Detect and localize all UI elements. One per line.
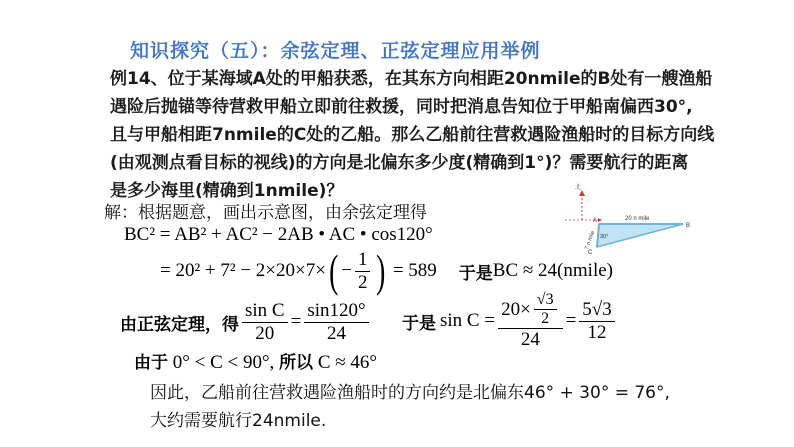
label-b: B [686,223,691,229]
sinc-label: sin C = [440,310,496,331]
ac-length-label: 7 n mile [584,230,597,251]
eq2-minus: − [341,260,352,281]
one-half-fraction [355,249,371,294]
right-paren: ) [376,245,386,296]
triangle-diagram [555,180,705,260]
solution-intro: 解：根据题意，画出示意图，由余弦定理得 [104,203,427,223]
sinc-over-20 [242,300,288,345]
label-a: A [593,218,598,224]
computation-equation [160,245,613,296]
fraction-denominator: 2 [357,271,368,293]
yushi-label: 于是 [458,263,493,284]
sinc-fraction [498,291,563,352]
conclusion-line-2: 大约需要航行24nmile. [150,411,327,431]
north-label: 北 [575,185,582,191]
eq2-result: = 589 [392,260,437,281]
frac-num [498,291,563,330]
sqrt3-over-2 [534,291,557,329]
conclusion-line-1: 因此，乙船前往营救遇险渔船时的方向约是北偏东46° + 30° = 76°, [150,383,670,403]
frac-num: sin C [242,300,288,323]
problem-line-2: 遇险后抛锚等待营救甲船立即前往救援，同时把消息告知位于甲船南偏西30°, [110,97,693,117]
frac-num: 5√3 [579,299,614,322]
problem-line-5: 是多少海里(精确到1nmile)？ [110,181,344,201]
left-paren: ( [329,245,339,296]
equals-sign: = [565,310,577,331]
sinc-computation [402,288,618,354]
law-of-sines-equation [120,300,372,344]
two: 2 [541,310,550,328]
eq2-left: = 20² + 7² − 2×20×7× [160,260,326,281]
yushi-label-2: 于是 [402,313,436,334]
fraction-numerator: 1 [355,249,371,272]
bc-result: BC ≈ 24(nmile) [492,260,613,281]
sin120-over-24 [304,300,368,345]
twenty-times: 20× [501,298,531,320]
triangle-abc [597,224,683,247]
frac-den: 12 [587,321,607,343]
result-fraction [579,299,614,344]
law-of-cosines-equation: BC² = AB² + AC² − 2AB • AC • cos120° [124,224,433,245]
ab-length-label: 20 n mile [625,216,650,222]
label-c: C [588,250,593,256]
problem-line-3: 且与甲船相距7nmile的C处的乙船。那么乙船前往营救遇险渔船时的目标方向线 [110,125,715,145]
frac-den: 24 [520,329,540,351]
since-label: 由于 [134,353,168,373]
sine-equals: = [290,311,302,332]
since-math: 0° < C < 90°, [172,352,275,373]
so-math: C ≈ 46° [317,352,378,373]
so-label: 所以 [279,353,314,373]
sine-intro: 由正弦定理，得 [120,314,239,335]
problem-line-4: (由观测点看目标的视线)的方向是北偏东多少度(精确到1°)？需要航行的距离 [110,153,689,173]
frac-num: sin120° [304,300,368,323]
problem-line-1: 例14、位于某海域A处的甲船获悉，在其东方向相距20nmile的B处有一艘渔船 [110,69,713,89]
frac-den: 20 [255,322,275,344]
frac-den: 24 [326,322,346,344]
page-title: 知识探究（五）：余弦定理、正弦定理应用举例 [130,40,541,62]
east-arrow-icon [598,218,602,222]
angle-label: 30° [600,234,609,240]
angle-bound-line [134,348,377,374]
sqrt3: √3 [534,291,557,310]
